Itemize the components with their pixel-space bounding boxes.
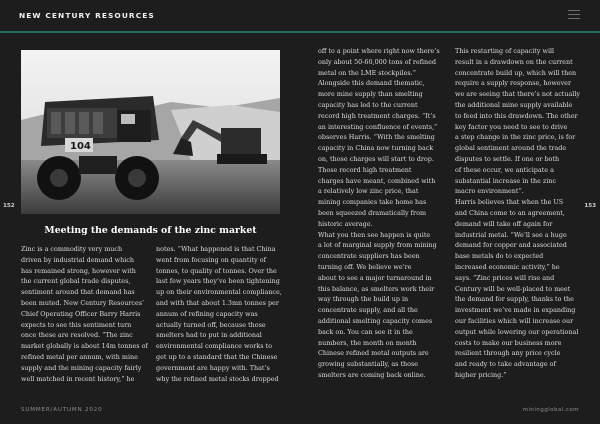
footer-site-link[interactable]: miningglobal.com [522, 407, 579, 413]
article-column-4: This restarting of capacity will result in a drawdown on the current concentrate build up, which will then require a supply response, however we are seeing that there’s not actually the additional mine supply available to feed into this drawdown. The other key factor you need to see to drive a step change in the zinc price, is for global sentiment around the trade disputes to settle. If one or both of these occur, we anticipate a substantial increase in the zinc macro environment”. Harris believes that when the US and China come to an agreement, demand will take off again for industrial metal. “We’ll see a huge demand for copper and associated base metals do to expected increased economic activity,” he says. “Zinc prices will rise and Century will be well-placed to meet the demand for supply, thanks to the investment we’ve made in expanding our facilities which will increase our output while lowering our operational costs to make our business more resilient through any price cycle and ready to take advantage of higher pricing.” [455, 47, 580, 379]
mining-truck-photo [21, 50, 280, 214]
hamburger-menu-icon[interactable] [568, 10, 580, 20]
article-column-1: Zinc is a commodity very much driven by industrial demand which has remained strong, however with the current global trade disputes, sentiment around that demand has been muted. New Century Resources’ Chief Operating Officer Barry Harris expects to see this sentiment turn once these are resolved. “The zinc market globally is about 14m tonnes of refined metal per annum, with mine supply and the mining capacity fairly well matched in recent history,” he [21, 245, 148, 383]
truck-number-label: 104 [70, 141, 91, 152]
footer-issue: SUMMER/AUTUMN 2020 [21, 407, 103, 413]
page-number-left: 152 [3, 203, 15, 209]
article-column-3: off to a point where right now there’s only about 50-60,000 tons of refined metal on the LME stockpiles.” Alongside this demand thematic, more mine supply than smelting capacity has led to the current record high treatment charges. “It’s an interesting confluence of events,” observes Harris. “With the smelting capacity in China now turning back on, those charges will start to drop. Those record high treatment charges have meant, combined with a relatively low zinc price, that mining companies take home has been squeezed dramatically from historic average. What you then see happen is quite a lot of marginal supply from mining concentrate suppliers has been turning off. We believe we’re about to see a major turnaround in this balance, as smelters work their way through the build up in concentrate supply, and all the additional smelting capacity comes back on. You can see it in the numbers, the month on month Chinese refined metal outputs are growing substantially, as those smelters are coming back online. [318, 47, 440, 379]
article-heading: Meeting the demands of the zinc market [44, 225, 257, 236]
article-column-2: notes. “What happened is that China went from focusing on quantity of tonnes, to quality of tonnes. Over the last few years they’ve been tightening up on their environmental compliance, and with that about 1.3mn tonnes per annum of refining capacity was actually turned off, because those smelters had to put in additional environmental compliance works to get up to a standard that the Chinese government are happy with. That’s why the refined metal stocks dropped [156, 245, 282, 383]
page-number-right: 153 [584, 203, 596, 209]
top-bar [0, 0, 600, 32]
brand-title: NEW CENTURY RESOURCES [19, 11, 155, 20]
accent-divider [0, 31, 600, 33]
mining-truck-illustration [21, 50, 280, 214]
